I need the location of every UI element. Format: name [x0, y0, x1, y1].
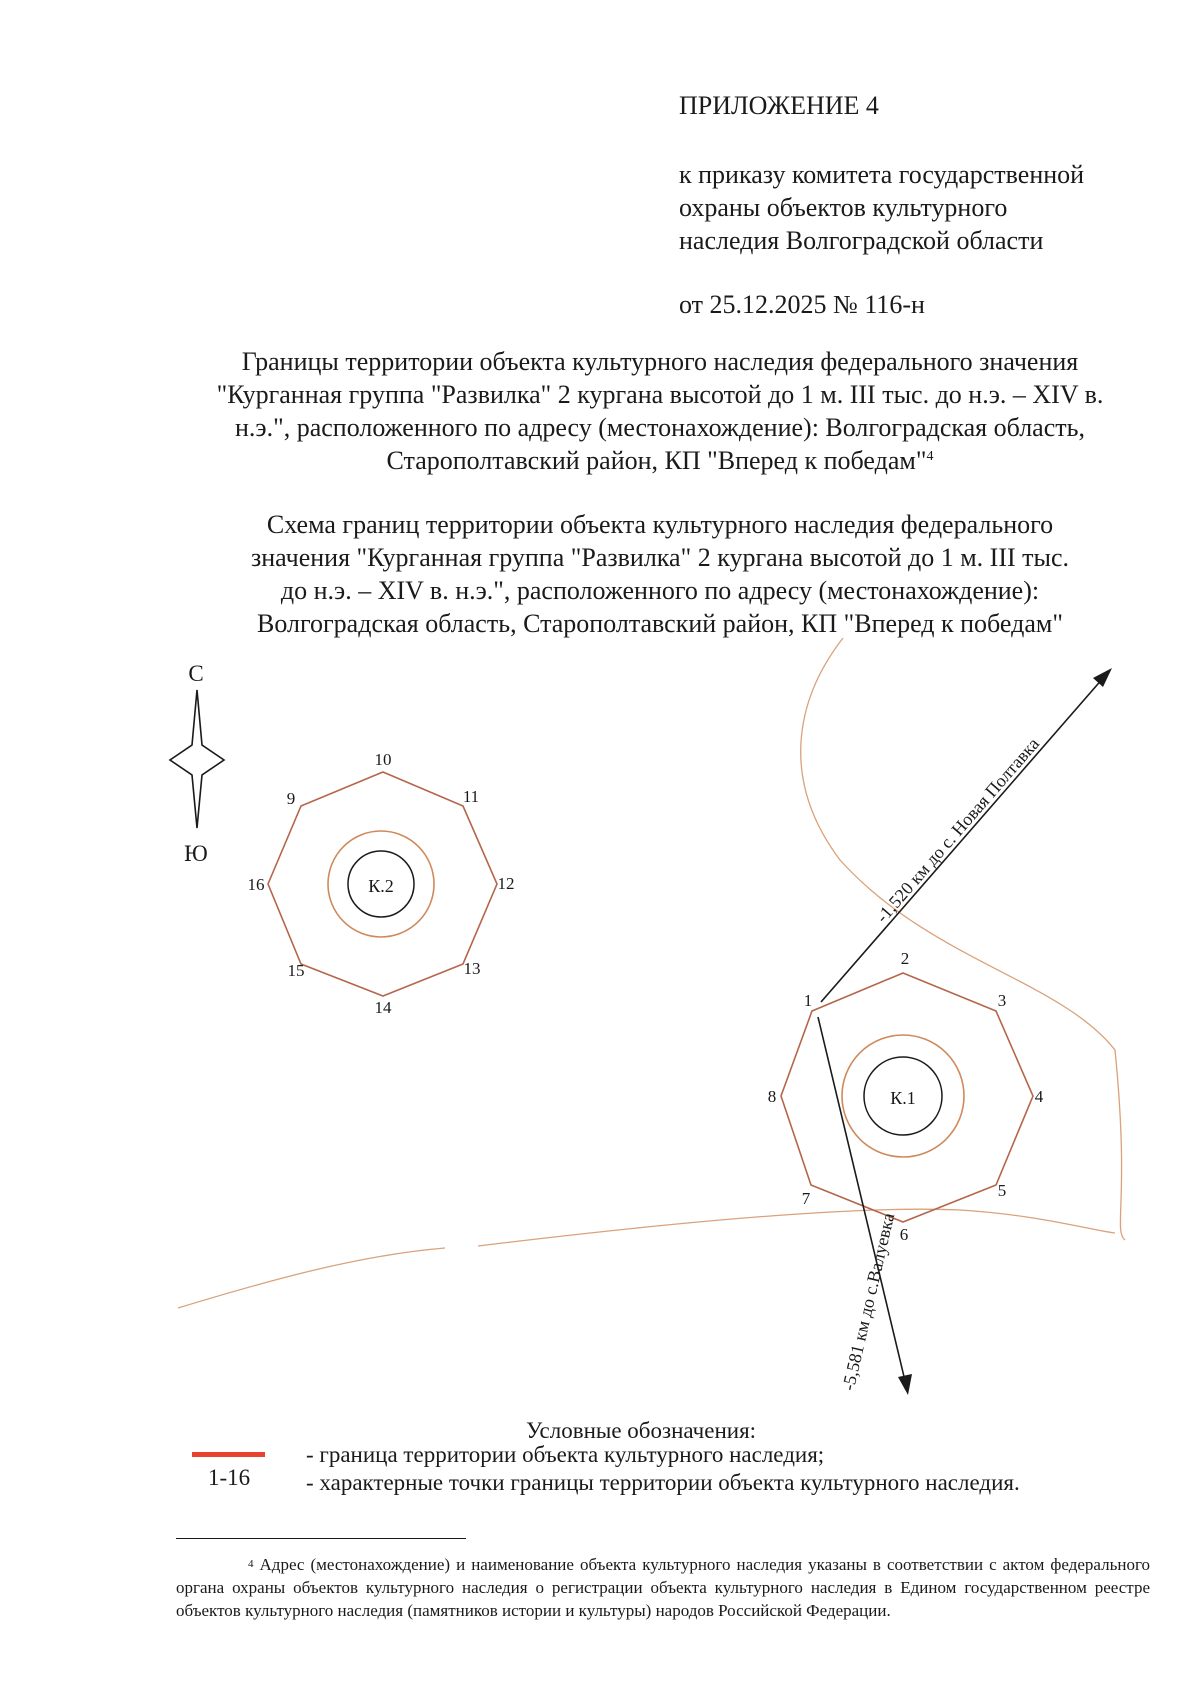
point-label: 3 [997, 991, 1007, 1010]
point-label: 7 [801, 1189, 811, 1208]
order-line: наследия Волгоградской области [679, 226, 1044, 255]
point-label: 6 [899, 1225, 909, 1244]
footnote-divider [176, 1538, 466, 1539]
arrow-head-icon [1093, 668, 1112, 687]
point-label: 1 [803, 991, 813, 1010]
point-label: 12 [497, 874, 515, 893]
legend-item-points: - характерные точки границы территории объекта культурного наследия. [306, 1470, 1020, 1495]
point-label: 9 [286, 789, 296, 808]
appendix-heading: ПРИЛОЖЕНИЕ 4 [679, 91, 879, 120]
scheme-title-line: Схема границ территории объекта культурного наследия федерального [266, 510, 1054, 539]
point-label: 2 [900, 949, 910, 968]
title-line: "Курганная группа "Развилка" 2 кургана высотой до 1 м. III тыс. до н.э. – XIV в. [216, 380, 1104, 409]
footnote-reference[interactable]: 4 [926, 449, 934, 464]
direction-label: -1,520 км до с. Новая Полтавка [871, 733, 1044, 927]
compass-north-label: С [188, 661, 204, 686]
k1-label: К.1 [890, 1088, 916, 1108]
point-label: 15 [287, 961, 305, 980]
point-label: 11 [462, 787, 480, 806]
legend-points-sample: 1-16 [208, 1465, 251, 1490]
point-label: 4 [1034, 1087, 1044, 1106]
point-label: 16 [247, 875, 265, 894]
scheme-title-line: Волгоградская область, Старополтавский район, КП "Вперед к победам" [257, 609, 1063, 638]
arrow-head-icon [898, 1374, 912, 1395]
mound-k2[interactable] [248, 750, 515, 1017]
legend-title: Условные обозначения: [526, 1418, 757, 1443]
compass-icon [170, 690, 224, 828]
title-line: Границы территории объекта культурного наследия федерального значения [241, 347, 1079, 376]
direction-label: -5,581 км до с.Валуевка [837, 1210, 899, 1393]
point-label: 13 [463, 959, 481, 978]
mound-k1[interactable] [768, 949, 1044, 1244]
compass-south-label: Ю [184, 841, 208, 866]
footnote-mark: 4 [248, 1558, 254, 1570]
legend-item-boundary: - граница территории объекта культурного наследия; [306, 1442, 825, 1467]
footnote-text: Адрес (местонахождение) и наименование объекта культурного наследия указаны в соответствии с актом федерального органа охраны объектов культурного наследия о регистрации объекта культурного наследия в Едином государственном реестре объектов культурного наследия (памятников истории и культуры) народов Российской Федерации. [176, 1555, 1150, 1620]
compass-rose [170, 661, 224, 866]
point-label: 5 [997, 1181, 1007, 1200]
field-boundary-curve [178, 1209, 1115, 1308]
scheme-title-line: до н.э. – XIV в. н.э.", расположенного по адресу (местонахождение): [280, 576, 1040, 605]
point-label: 14 [374, 998, 392, 1017]
direction-novaya-poltavka [821, 668, 1112, 1002]
order-line: к приказу комитета государственной [679, 160, 1085, 189]
title-line-text: Старополтавский район, КП "Вперед к победам" [386, 446, 927, 475]
point-label: 10 [374, 750, 392, 769]
point-label: 8 [767, 1087, 777, 1106]
scheme-title-line: значения "Курганная группа "Развилка" 2 кургана высотой до 1 м. III тыс. [250, 543, 1070, 572]
title-line: н.э.", расположенного по адресу (местонахождение): Волгоградская область, [235, 413, 1085, 442]
footnote [176, 1553, 1150, 1622]
order-date: от 25.12.2025 № 116-н [679, 290, 925, 319]
legend-boundary-swatch [192, 1452, 265, 1457]
order-line: охраны объектов культурного [679, 193, 1008, 222]
k2-label: К.2 [368, 876, 394, 896]
